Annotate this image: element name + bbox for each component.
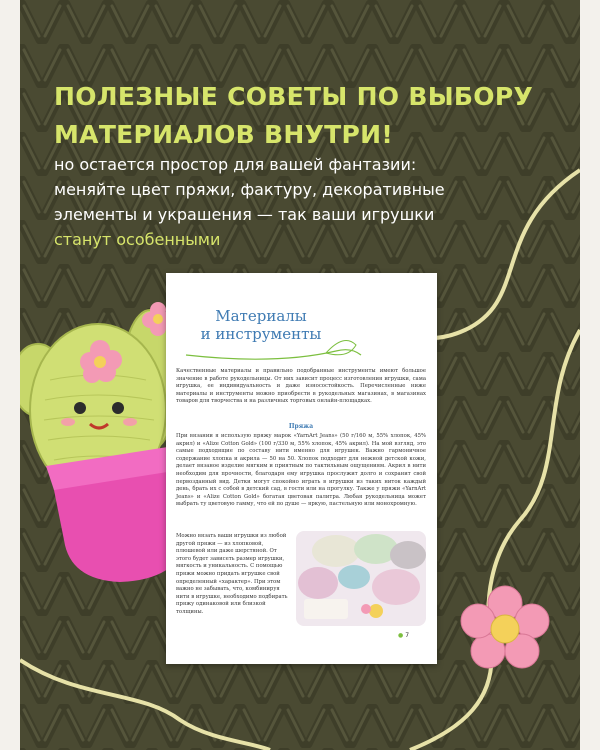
headline <box>54 78 554 154</box>
side-paragraph: Можно вязать ваши игрушки из любой другой пряжи — из хлопковой, плюшевой или даже шерстяной. От этого будет зависеть размер игрушки, мягкость и уникальность. С помощью пряжи можно придать игрушке свой определенный «характер». При этом важно не забывать, что, комбинируя нити в игрушке, необходимо подбирать пряжу одинаковой или близкой толщины. <box>176 533 288 615</box>
headline-line-2: МАТЕРИАЛОВ ВНУТРИ! <box>54 120 394 149</box>
page-number: ● 7 <box>398 632 410 639</box>
yarn-paragraph: При вязании я использую пряжу марок «YarnArt Jeans» (50 г/160 м, 55% хлопок, 45% акрил) и «Alize Cotton Gold» (100 г/330 м, 55% хлопок, 45% акрил). На мой взгляд, это самые подходящие по составу нити именно для игрушек. Важно гармоничное содержание хлопка и акрила — 50 на 50. Хлопок подходит для нежной детской кожи, делает вязаное изделие мягким и приятным по тактильным ощущениям. Акрил в нити необходим для прочности, благодаря ему игрушка прослужит долго и сохранит свой первозданный вид. Детки могут спокойно играть в игрушки из таких ниток каждый день, брать их с собой в детский сад, в гости или на прогулку. Также у пряжи «YarnArt Jeans» и «Alize Cotton Gold» богатая цветовая палитра. Любая рукодельница может выбрать ту цветовую гамму, что ей по душе — яркую, пастельную или монохромную. <box>176 433 426 508</box>
intro-paragraph: Качественные материалы и правильно подобранные инструменты имеют большое значение в работе рукодельницы. От них зависит процесс изготовления игрушки, сама игрушка, ее индивидуальность и даже износостойкость. Перечисленные ниже материалы и инструменты можно приобрести в рукодельных магазинах, в магазинах товаров для творчества и на различных торговых онлайн-площадках. <box>176 368 426 405</box>
subtext-line-3: элементы и украшения — так ваши игрушки <box>54 205 435 224</box>
page-number-bullet-icon: ● <box>398 632 404 639</box>
book-page-preview <box>166 273 437 664</box>
subtext <box>54 152 574 252</box>
subtext-line-2: меняйте цвет пряжи, фактуру, декоративные <box>54 180 445 199</box>
subtext-line-1: но остается простор для вашей фантазии: <box>54 155 417 174</box>
promo-poster <box>20 0 580 750</box>
page-title-line-1: Материалы <box>215 307 307 325</box>
section-heading: Пряжа <box>288 423 314 430</box>
subtext-accent: станут особенными <box>54 230 221 249</box>
page-title-line-2: и инструменты <box>200 325 322 343</box>
headline-line-1: ПОЛЕЗНЫЕ СОВЕТЫ ПО ВЫБОРУ <box>54 82 534 111</box>
yarn-photo <box>296 531 426 626</box>
page-title <box>166 307 356 343</box>
crochet-flower-image <box>460 585 550 670</box>
